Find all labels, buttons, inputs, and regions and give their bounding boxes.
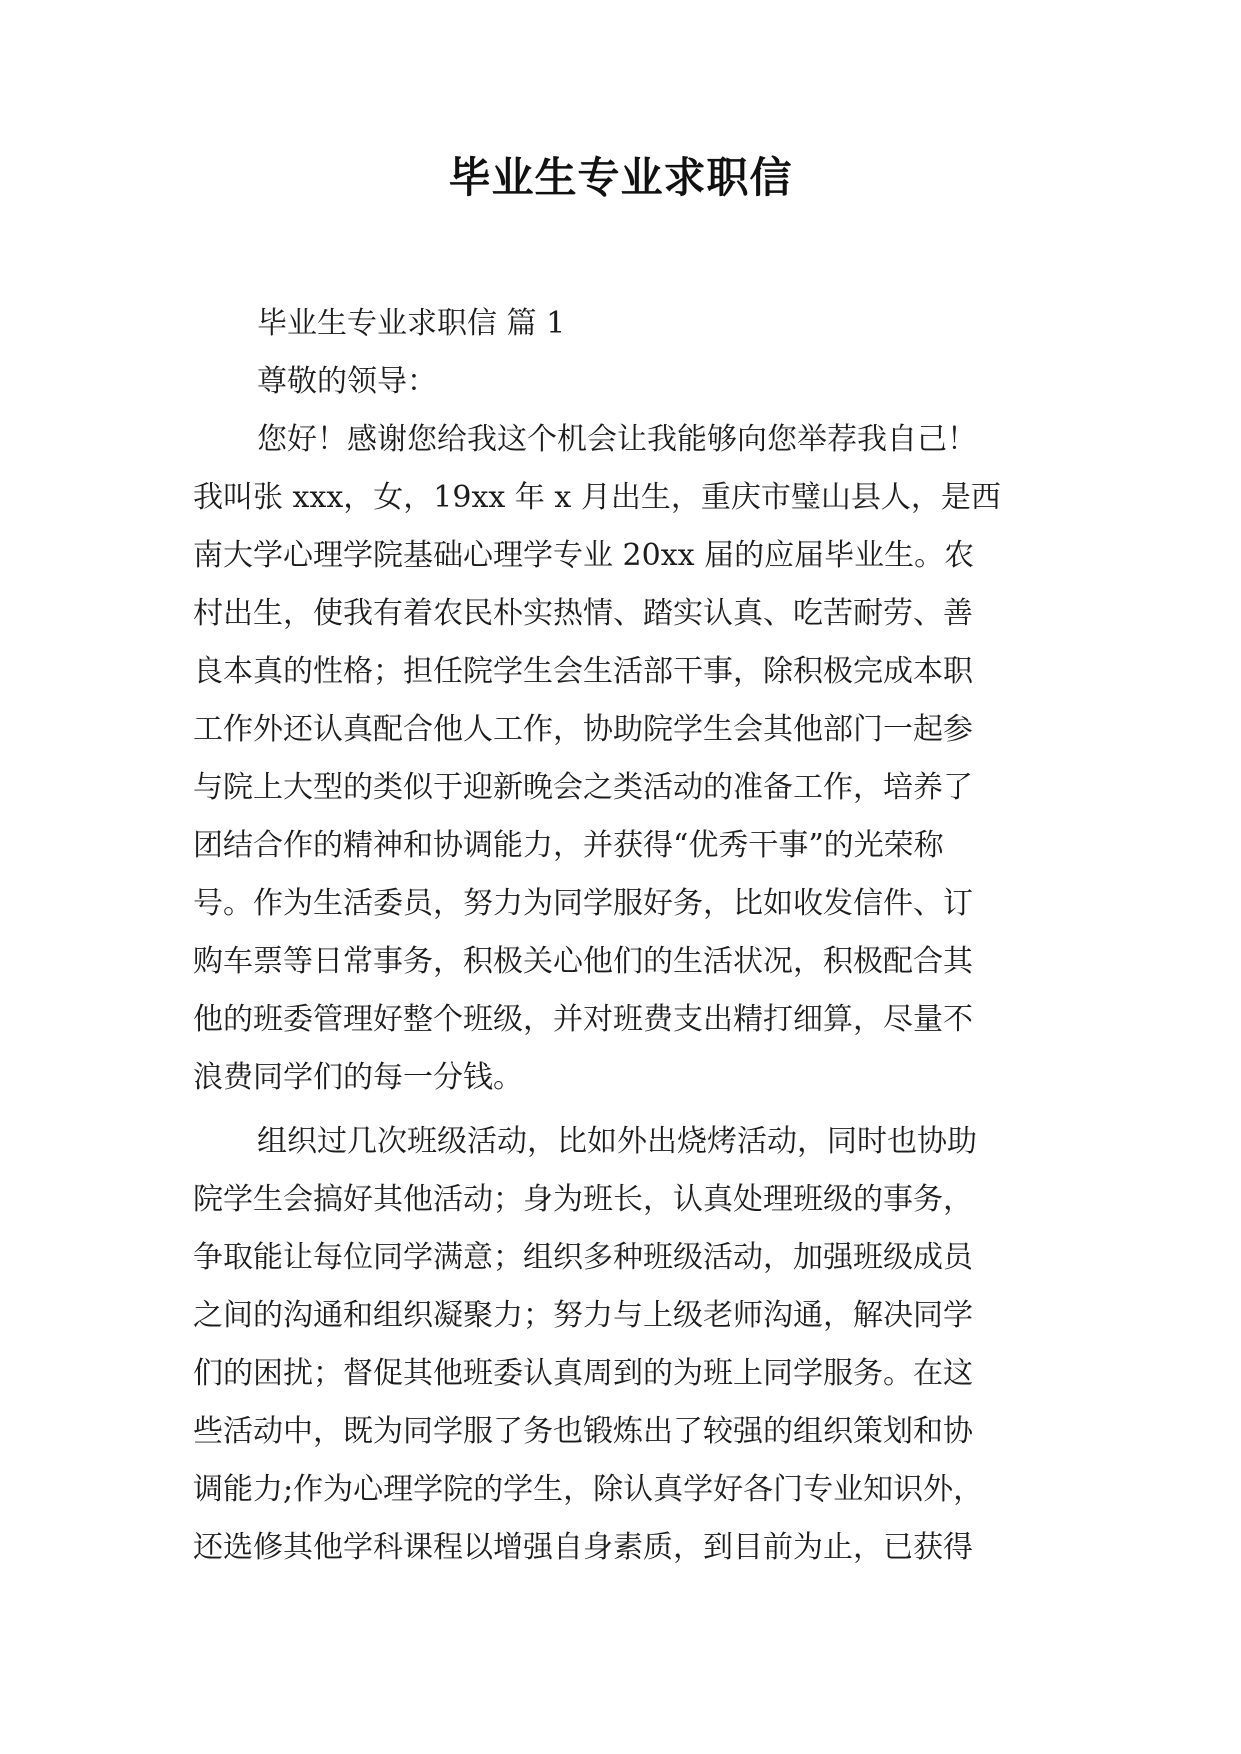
section-heading: 毕业生专业求职信 篇 1: [257, 306, 566, 341]
paragraph-line: 我叫张 xxx，女，19xx 年 x 月出生，重庆市璧山县人，是西: [193, 480, 1001, 515]
paragraph-line: 良本真的性格；担任院学生会生活部干事，除积极完成本职: [193, 654, 973, 689]
paragraph-1: [193, 411, 1053, 1107]
paragraph-2: [193, 1113, 1053, 1577]
paragraph-line: 号。作为生活委员，努力为同学服好务，比如收发信件、订: [193, 886, 973, 921]
paragraph-line: 之间的沟通和组织凝聚力；努力与上级老师沟通，解决同学: [193, 1298, 973, 1333]
paragraph-line: 们的困扰；督促其他班委认真周到的为班上同学服务。在这: [193, 1356, 973, 1391]
paragraph-line: 您好！感谢您给我这个机会让我能够向您举荐我自己！: [257, 422, 977, 457]
salutation: 尊敬的领导：: [257, 364, 437, 399]
paragraph-line: 购车票等日常事务，积极关心他们的生活状况，积极配合其: [193, 944, 973, 979]
paragraph-line: 与院上大型的类似于迎新晚会之类活动的准备工作，培养了: [193, 770, 973, 805]
paragraph-line: 浪费同学们的每一分钱。: [193, 1060, 523, 1095]
paragraph-line: 还选修其他学科课程以增强自身素质，到目前为止，已获得: [193, 1530, 973, 1565]
document-title: 毕业生专业求职信: [448, 153, 793, 202]
paragraph-line: 村出生，使我有着农民朴实热情、踏实认真、吃苦耐劳、善: [193, 596, 973, 631]
paragraph-line: 他的班委管理好整个班级，并对班费支出精打细算，尽量不: [193, 1002, 973, 1037]
paragraph-line: 些活动中，既为同学服了务也锻炼出了较强的组织策划和协: [193, 1414, 973, 1449]
paragraph-line: 争取能让每位同学满意；组织多种班级活动，加强班级成员: [193, 1240, 973, 1275]
paragraph-line: 组织过几次班级活动，比如外出烧烤活动，同时也协助: [257, 1124, 977, 1159]
paragraph-line: 南大学心理学院基础心理学专业 20xx 届的应届毕业生。农: [193, 538, 975, 573]
paragraph-line: 团结合作的精神和协调能力，并获得“优秀干事”的光荣称: [193, 828, 944, 863]
paragraph-line: 调能力;作为心理学院的学生，除认真学好各门专业知识外，: [193, 1472, 984, 1507]
paragraph-line: 院学生会搞好其他活动；身为班长，认真处理班级的事务，: [193, 1182, 973, 1217]
paragraph-line: 工作外还认真配合他人工作，协助院学生会其他部门一起参: [193, 712, 973, 747]
document-body: [193, 295, 1053, 1577]
